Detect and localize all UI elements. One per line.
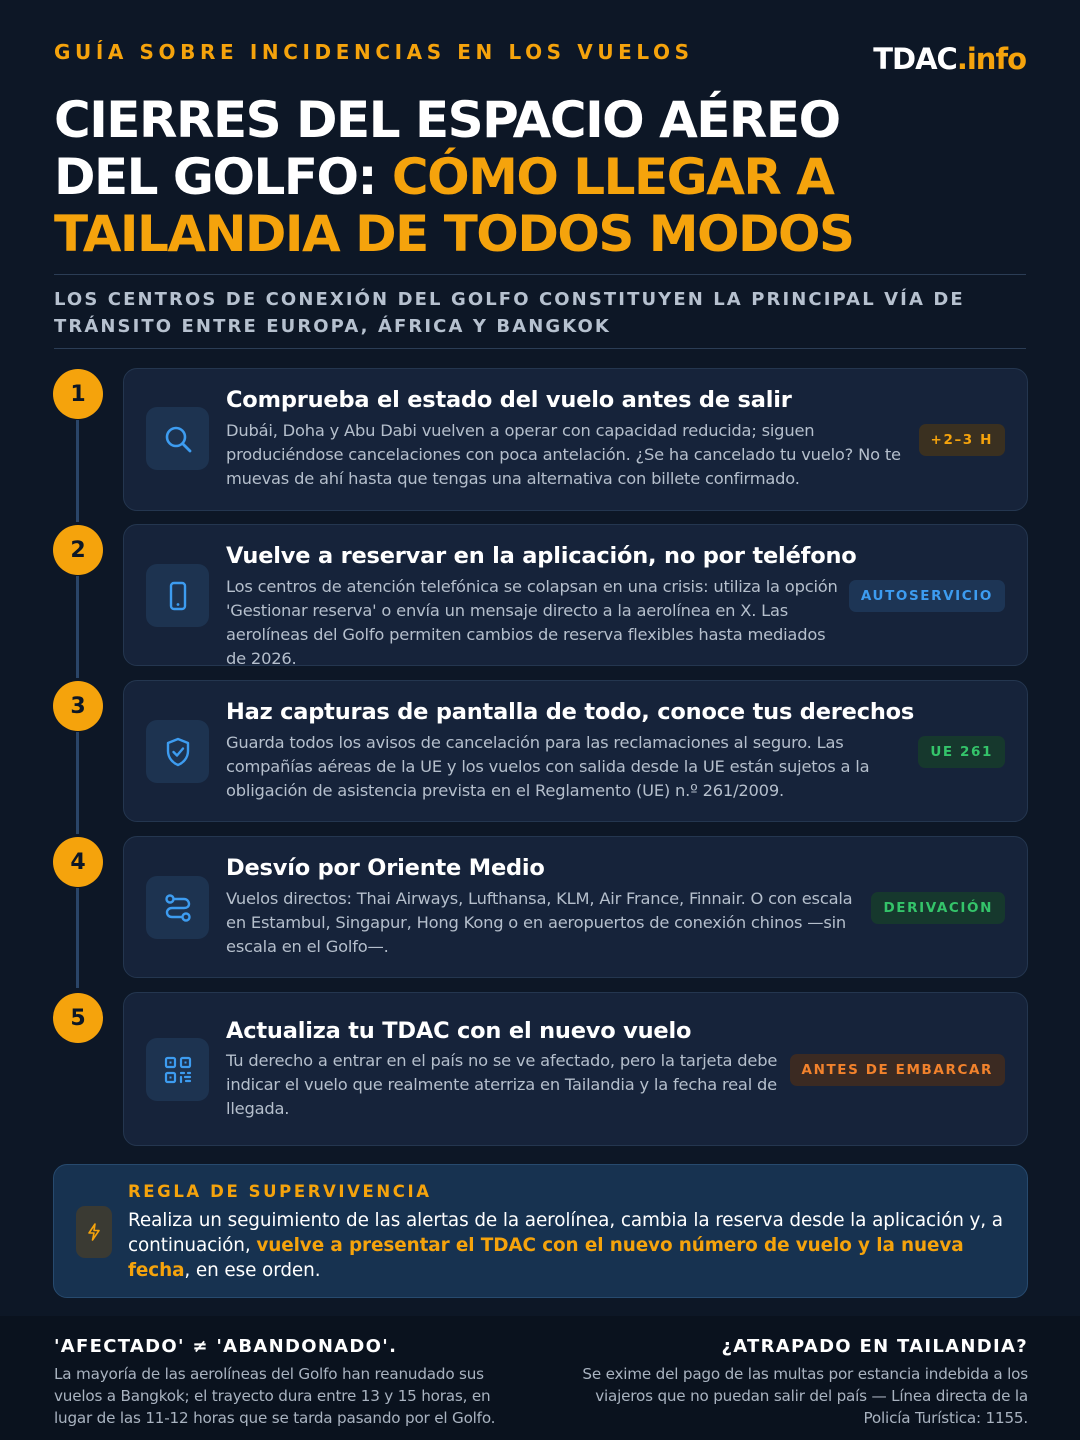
- title-line-2-white: DEL GOLFO:: [54, 148, 392, 206]
- rule-text-part: Realiza un seguimiento de las alertas de la aerolínea, cambia la reserva desde la aplicación y, a continuación,: [128, 1210, 1003, 1256]
- step-title: Haz capturas de pantalla de todo, conoce tus derechos: [226, 699, 915, 725]
- step-text-line: produciéndose cancelaciones con poca antelación. ¿Se ha cancelado tu vuelo? No te: [226, 445, 901, 464]
- footer-text-line: vuelos a Bangkok; el trayecto dura entre 13 y 15 horas, en: [54, 1387, 491, 1405]
- footer-right: [558, 1336, 1028, 1429]
- survival-rule-box: [53, 1164, 1028, 1298]
- step-card-2: [123, 524, 1028, 666]
- step-text-line: Tu derecho a entrar en el país no se ve afectado, pero la tarjeta debe: [226, 1051, 778, 1070]
- survival-rule-label: REGLA DE SUPERVIVENCIA: [128, 1182, 432, 1201]
- title-line-1: CIERRES DEL ESPACIO AÉREO: [54, 91, 840, 149]
- step-card-5: [123, 992, 1028, 1146]
- timeline-connector: [76, 732, 79, 834]
- step-title: Comprueba el estado del vuelo antes de salir: [226, 387, 792, 413]
- route-icon: [146, 876, 209, 939]
- step-text-line: obligación de asistencia prevista en el Reglamento (UE) n.º 261/2009.: [226, 781, 784, 800]
- step-number: 2: [53, 525, 103, 575]
- brand-logo[interactable]: [873, 42, 1026, 76]
- footer-left: [54, 1336, 524, 1429]
- brand-name: TDAC: [873, 42, 957, 76]
- step-tag: AUTOSERVICIO: [849, 580, 1005, 612]
- divider-top: [54, 274, 1026, 275]
- footer-left-text: [54, 1363, 524, 1429]
- step-description: [226, 887, 852, 959]
- timeline-connector: [76, 420, 79, 522]
- shield-check-icon: [146, 720, 209, 783]
- timeline-connector: [76, 576, 79, 678]
- step-description: [226, 575, 838, 671]
- step-tag: ANTES DE EMBARCAR: [790, 1054, 1005, 1086]
- step-text-line: llegada.: [226, 1099, 290, 1118]
- step-text-line: indicar el vuelo que realmente aterriza en Tailandia y la fecha real de: [226, 1075, 777, 1094]
- step-text-line: Los centros de atención telefónica se colapsan en una crisis: utiliza la opción: [226, 577, 838, 596]
- step-description: [226, 419, 901, 491]
- footer-right-text: [558, 1363, 1028, 1429]
- step-text-line: aerolíneas del Golfo permiten cambios de reserva flexibles hasta mediados: [226, 625, 826, 644]
- step-title: Actualiza tu TDAC con el nuevo vuelo: [226, 1018, 692, 1044]
- step-tag: DERIVACIÓN: [871, 892, 1005, 924]
- step-text-line: Vuelos directos: Thai Airways, Lufthansa, KLM, Air France, Finnair. O con escala: [226, 889, 853, 908]
- step-text-line: 'Gestionar reserva' o envía un mensaje directo a la aerolínea en X. Las: [226, 601, 789, 620]
- step-text-line: Guarda todos los avisos de cancelación para las reclamaciones al seguro. Las: [226, 733, 844, 752]
- step-card-4: [123, 836, 1028, 978]
- step-title: Desvío por Oriente Medio: [226, 855, 545, 881]
- step-number: 1: [53, 369, 103, 419]
- step-description: [226, 1049, 777, 1121]
- title-line-2-accent: CÓMO LLEGAR A: [391, 148, 834, 206]
- footer-text-line: viajeros que no puedan salir del país — Línea directa de la: [595, 1387, 1028, 1405]
- page-subtitle: LOS CENTROS DE CONEXIÓN DEL GOLFO CONSTITUYEN LA PRINCIPAL VÍA DE TRÁNSITO ENTRE EUROPA, ÁFRICA Y BANGKOK: [54, 289, 965, 337]
- footer-text-line: Policía Turística: 1155.: [863, 1409, 1028, 1427]
- step-text-line: de 2026.: [226, 649, 297, 668]
- step-tag: UE 261: [918, 736, 1005, 768]
- step-text-line: muevas de ahí hasta que tengas una alternativa con billete confirmado.: [226, 469, 800, 488]
- phone-icon: [146, 564, 209, 627]
- footer-text-line: La mayoría de las aerolíneas del Golfo han reanudado sus: [54, 1365, 484, 1383]
- title-line-3-accent: TAILANDIA DE TODOS MODOS: [54, 205, 854, 263]
- step-text-line: en Estambul, Singapur, Hong Kong o en aeropuertos de conexión chinos —sin: [226, 913, 847, 932]
- step-number: 3: [53, 681, 103, 731]
- step-card-1: [123, 368, 1028, 511]
- footer: [0, 1316, 1080, 1440]
- page-title: [54, 92, 1034, 263]
- step-text-line: escala en el Golfo—.: [226, 937, 389, 956]
- search-icon: [146, 407, 209, 470]
- step-text-line: Dubái, Doha y Abu Dabi vuelven a operar con capacidad reducida; siguen: [226, 421, 815, 440]
- brand-suffix: .info: [956, 42, 1026, 76]
- footer-text-line: Se exime del pago de las multas por estancia indebida a los: [582, 1365, 1028, 1383]
- step-text-line: compañías aéreas de la UE y los vuelos con salida desde la UE están sujetos a la: [226, 757, 870, 776]
- footer-text-line: lugar de las 11-12 horas que se tarda pasando por el Golfo.: [54, 1409, 496, 1427]
- step-number: 4: [53, 837, 103, 887]
- rule-text-highlight: vuelve a presentar el TDAC con el nuevo número de vuelo y la nueva fecha: [128, 1235, 964, 1281]
- step-description: [226, 731, 869, 803]
- lightning-bolt-icon: [76, 1206, 112, 1258]
- divider-bottom: [54, 348, 1026, 349]
- step-number: 5: [53, 993, 103, 1043]
- qr-code-icon: [146, 1038, 209, 1101]
- step-card-3: [123, 680, 1028, 822]
- rule-text-part: , en ese orden.: [184, 1260, 321, 1281]
- step-title: Vuelve a reservar en la aplicación, no por teléfono: [226, 543, 857, 569]
- timeline-connector: [76, 888, 79, 988]
- eyebrow-label: GUÍA SOBRE INCIDENCIAS EN LOS VUELOS: [54, 40, 694, 64]
- footer-right-title: ¿ATRAPADO EN TAILANDIA?: [721, 1336, 1028, 1357]
- step-tag: +2–3 H: [919, 424, 1005, 456]
- survival-rule-text: [128, 1208, 1008, 1283]
- footer-left-title: 'AFECTADO' ≠ 'ABANDONADO'.: [54, 1336, 398, 1357]
